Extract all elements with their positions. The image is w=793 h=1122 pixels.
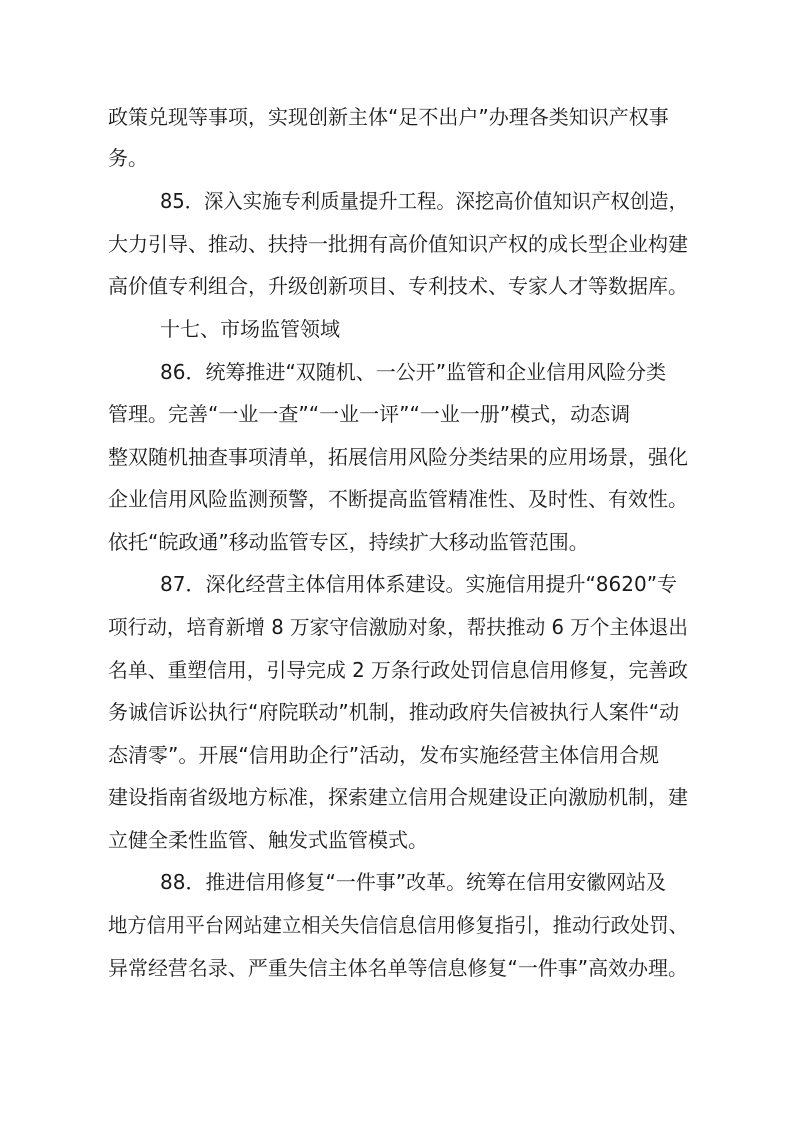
- text-line: [0, 97, 793, 137]
- line-text: 务诚信诉讼执行“府院联动”机制，推动政府失信被执行人案件“动: [108, 700, 680, 724]
- text-line: [0, 607, 793, 647]
- line-text: 依托“皖政通”移动监管专区，持续扩大移动监管范围。: [108, 530, 589, 554]
- text-line: [0, 948, 793, 988]
- text-line: [0, 564, 793, 604]
- line-text: 名单、重塑信用，引导完成 2 万条行政处罚信息信用修复，完善政: [108, 658, 689, 682]
- text-line: [0, 479, 793, 519]
- line-text: 高价值专利组合，升级创新项目、专利技术、专家人才等数据库。: [108, 274, 688, 298]
- line-text: 建设指南省级地方标准，探索建立信用合规建设正向激励机制，建: [108, 785, 688, 809]
- line-text: 管理。完善“一业一查”“一业一评”“一业一册”模式，动态调: [108, 402, 631, 426]
- text-line: [0, 692, 793, 732]
- section-heading: [0, 309, 793, 349]
- text-line: [0, 266, 793, 306]
- line-text: 务。: [108, 146, 148, 170]
- line-text: 整双随机抽查事项清单，拓展信用风险分类结果的应用场景，强化: [108, 445, 688, 469]
- text-line: [0, 905, 793, 945]
- line-text: 87．深化经营主体信用体系建设。实施信用提升“8620”专: [160, 572, 678, 596]
- line-text: 88．推进信用修复“一件事”改革。统筹在信用安徽网站及: [160, 870, 667, 894]
- text-line: [0, 394, 793, 434]
- text-line: [0, 522, 793, 562]
- line-text: 企业信用风险监测预警，不断提高监管精准性、及时性、有效性。: [108, 487, 688, 511]
- text-line: [0, 735, 793, 775]
- text-line: [0, 437, 793, 477]
- text-line: [0, 224, 793, 264]
- text-line: [0, 181, 793, 221]
- line-text: 85．深入实施专利质量提升工程。深挖高价值知识产权创造，: [160, 189, 688, 213]
- text-line: [0, 650, 793, 690]
- text-line: [0, 862, 793, 902]
- line-text: 政策兑现等事项，实现创新主体“足不出户”办理各类知识产权事: [108, 105, 669, 129]
- line-text: 态清零”。开展“信用助企行”活动，发布实施经营主体信用合规: [108, 743, 660, 767]
- line-text: 异常经营名录、严重失信主体名单等信息修复“一件事”高效办理。: [108, 956, 688, 980]
- line-text: 项行动，培育新增 8 万家守信激励对象，帮扶推动 6 万个主体退出: [108, 615, 689, 639]
- line-text: 十七、市场监管领域: [160, 317, 340, 341]
- line-text: 大力引导、推动、扶持一批拥有高价值知识产权的成长型企业构建: [108, 232, 688, 256]
- line-text: 86．统筹推进“双随机、一公开”监管和企业信用风险分类: [160, 360, 667, 384]
- text-line: [0, 820, 793, 860]
- text-line: [0, 352, 793, 392]
- text-line: [0, 138, 793, 178]
- text-line: [0, 777, 793, 817]
- line-text: 立健全柔性监管、触发式监管模式。: [108, 828, 428, 852]
- line-text: 地方信用平台网站建立相关失信信息信用修复指引，推动行政处罚、: [108, 913, 689, 937]
